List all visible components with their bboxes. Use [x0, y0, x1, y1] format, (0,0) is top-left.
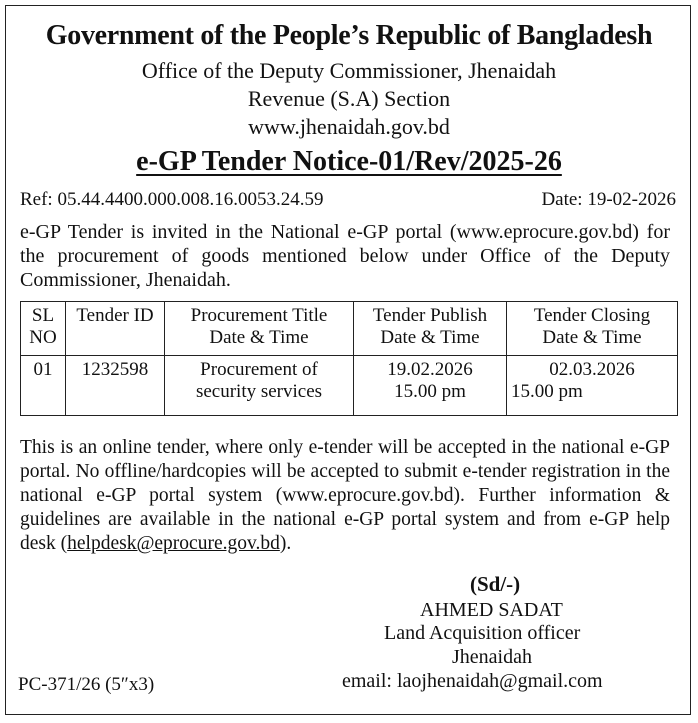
table-row — [21, 356, 678, 416]
office-heading: Office of the Deputy Commissioner, Jhenaidah — [141, 58, 557, 83]
header-publish-line2: Date & Time — [380, 327, 480, 348]
terms-tail: ). — [279, 533, 292, 554]
cell-publish-date: 19.02.2026 — [387, 359, 473, 380]
reference-row — [20, 189, 676, 211]
header-closing-line2: Date & Time — [542, 327, 642, 348]
header-closing — [507, 302, 678, 356]
header-closing-line1: Tender Closing — [533, 305, 651, 326]
cell-tender-id: 1232598 — [66, 356, 165, 416]
cell-title-line1: Procurement of — [200, 359, 318, 380]
tender-table — [20, 301, 678, 416]
signatory-name: AHMED SADAT — [420, 599, 563, 621]
table-header-row — [21, 302, 678, 356]
header-title-line2: Date & Time — [209, 327, 309, 348]
signatory-place: Jhenaidah — [452, 646, 532, 668]
intro-paragraph: e-GP Tender is invited in the National e-GP portal (www.eprocure.gov.bd) for the procurement of goods mentioned below under Office of the Deputy Commissioner, Jhenaidah. — [20, 221, 670, 291]
cell-publish-time: 15.00 pm — [394, 381, 466, 402]
cell-closing-date: 02.03.2026 — [549, 359, 635, 380]
notice-date: Date: 19-02-2026 — [541, 189, 676, 210]
signatory-email[interactable]: email: laojhenaidah@gmail.com — [342, 670, 603, 692]
header-publish — [354, 302, 507, 356]
signatory-designation: Land Acquisition officer — [384, 622, 581, 644]
header-sl-line1: SL — [31, 305, 55, 326]
header-sl-no — [21, 302, 66, 356]
reference-number: Ref: 05.44.4400.000.008.16.0053.24.59 — [20, 189, 324, 210]
cell-closing-time: 15.00 pm — [511, 381, 583, 402]
header-sl-line2: NO — [29, 327, 57, 348]
header-procurement-title — [165, 302, 354, 356]
website-text: www.jhenaidah.gov.bd — [248, 114, 450, 139]
notice-title-text: e-GP Tender Notice-01/Rev/2025-26 — [136, 146, 562, 177]
header-tender-id: Tender ID — [66, 302, 165, 356]
terms-text: This is an online tender, where only e-tender will be accepted in the national e-GP portal. No offline/hardcopies will be accepted to submit e-tender registration in the national e-GP portal system (www.eprocure.gov.bd). Further information & guidelines are available in the national e-GP portal system and from e-GP help desk ( — [20, 437, 670, 554]
pc-code: PC-371/26 (5″x3) — [18, 674, 155, 695]
cell-closing — [507, 356, 678, 416]
government-heading: Government of the People’s Republic of Bangladesh — [45, 20, 653, 51]
cell-publish — [354, 356, 507, 416]
header-title-line1: Procurement Title — [190, 305, 328, 326]
helpdesk-email-link[interactable]: helpdesk@eprocure.gov.bd — [67, 533, 280, 554]
header-publish-line1: Tender Publish — [372, 305, 488, 326]
section-heading: Revenue (S.A) Section — [247, 86, 451, 111]
terms-paragraph — [20, 436, 670, 556]
cell-procurement-title — [165, 356, 354, 416]
cell-sl: 01 — [21, 356, 66, 416]
cell-title-line2: security services — [195, 381, 323, 402]
notice-title — [0, 146, 698, 178]
signed-mark: (Sd/-) — [470, 572, 521, 596]
